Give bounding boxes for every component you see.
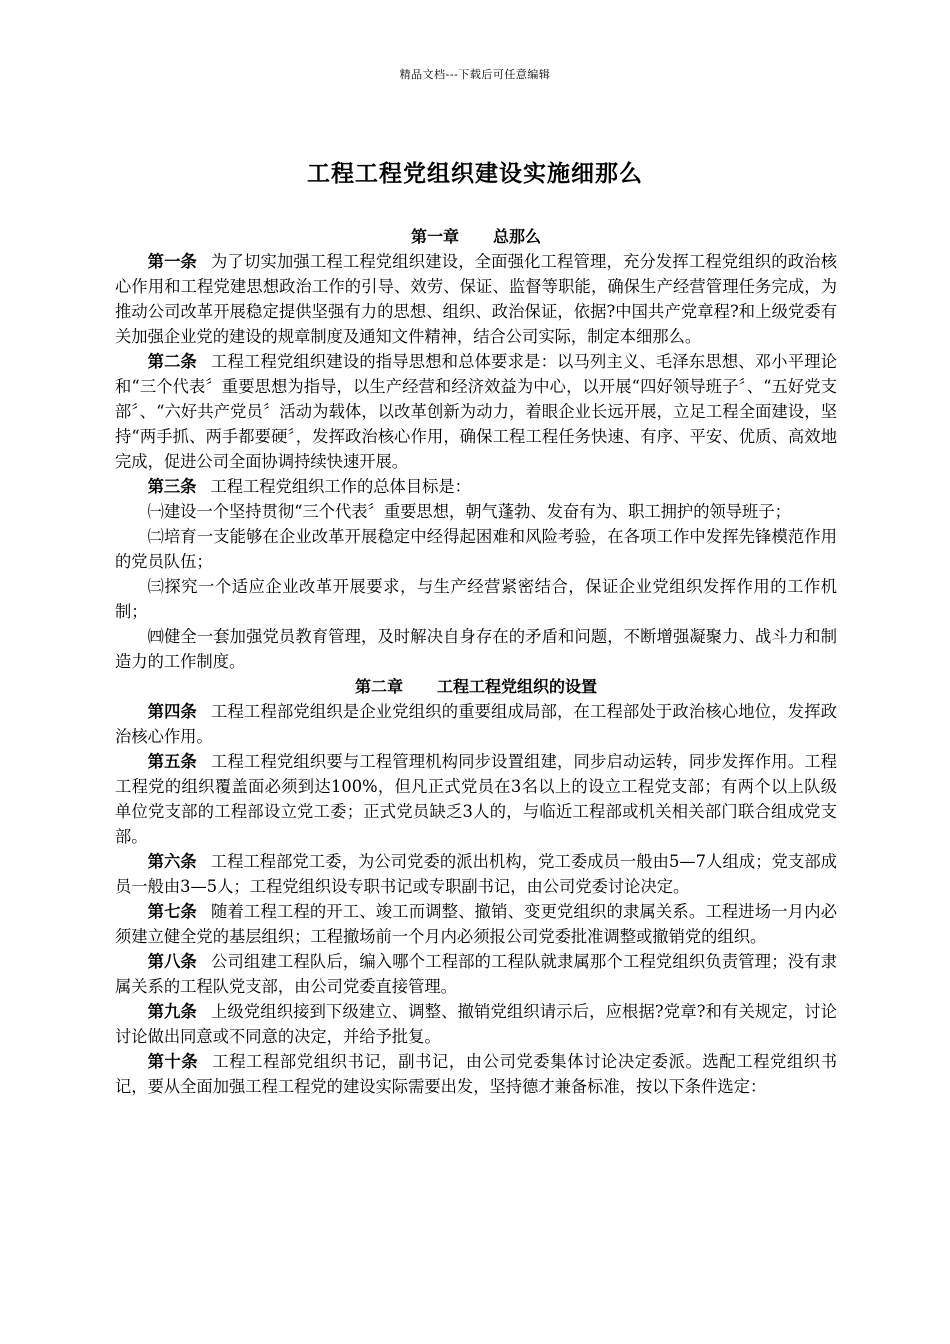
article-1 [115, 249, 837, 349]
goal-item-4: ㈣健全一套加强党员教育管理，及时解决自身存在的矛盾和问题，不断增强凝聚力、战斗力和制造力的工作制度。 [115, 627, 837, 671]
article-2 [115, 349, 837, 474]
goal-item-3: ㈢探究一个适应企业改革开展要求，与生产经营紧密结合，保证企业党组织发挥作用的工作机制； [115, 577, 837, 621]
article-text: 工程工程党组织要与工程管理机构同步设置组建，同步启动运转，同步发挥作用。工程工程党的组织覆盖面必须到达100%，但凡正式党员在3名以上的设立工程党支部；有两个以上队级单位党支部的工程部设立党工委；正式党员缺乏3人的，与临近工程部或机关相关部门联合组成党支部。 [115, 752, 837, 846]
article-text: 公司组建工程队后，编入哪个工程部的工程队就隶属那个工程党组织负责管理；没有隶属关系的工程队党支部，由公司党委直接管理。 [115, 952, 837, 996]
article-text: 工程工程党组织建设的指导思想和总体要求是：以马列主义、毛泽东思想、邓小平理论和“三个代表〞重要思想为指导，以生产经营和经济效益为中心，以开展“四好领导班子〞、“五好党支部〞、“六好共产党员〞活动为载体，以改革创新为动力，着眼企业长远开展，立足工程全面建设，坚持“两手抓、两手都要硬〞，发挥政治核心作用，确保工程工程任务快速、有序、平安、优质、高效地完成，促进公司全面协调持续快速开展。 [115, 352, 837, 471]
article-label: 第六条 [147, 852, 197, 871]
document-title: 工程工程党组织建设实施细那么 [307, 161, 643, 187]
article-8 [115, 949, 837, 999]
article-text: 工程工程部党工委，为公司党委的派出机构，党工委成员一般由5—7人组成；党支部成员一般由3—5人；工程党组织设专职书记或专职副书记，由公司党委讨论决定。 [115, 852, 837, 896]
chapter-label: 第二章 [354, 677, 403, 696]
article-text: 工程工程部党组织书记，副书记，由公司党委集体讨论决定委派。选配工程党组织书记，要从全面加强工程工程党的建设实际需要出发，坚持德才兼备标准，按以下条件选定： [115, 1052, 837, 1096]
article-label: 第八条 [147, 952, 198, 971]
article-label: 第五条 [147, 752, 198, 771]
page-header: 精品文档---下载后可任意编辑 [399, 68, 551, 81]
article-text: 工程工程党组织工作的总体目标是： [210, 477, 471, 496]
article-6 [115, 849, 837, 899]
chapter-label: 第一章 [410, 227, 459, 246]
article-9 [115, 999, 837, 1049]
goal-item-1: ㈠建设一个坚持贯彻“三个代表〞重要思想，朝气蓬勃、发奋有为、职工拥护的领导班子； [147, 502, 791, 521]
article-4 [115, 699, 837, 749]
article-label: 第九条 [147, 1002, 197, 1021]
chapter-heading-2 [115, 674, 837, 699]
document-body [115, 224, 837, 1099]
article-10 [115, 1049, 837, 1099]
article-label: 第一条 [147, 252, 198, 271]
chapter-heading-1 [115, 224, 837, 249]
chapter-name: 工程工程党组织的设置 [437, 677, 598, 696]
article-label: 第二条 [147, 352, 198, 371]
goal-item-2: ㈡培育一支能够在企业改革开展稳定中经得起困难和风险考验，在各项工作中发挥先锋模范作用的党员队伍； [115, 527, 837, 571]
article-text: 工程工程部党组织是企业党组织的重要组成局部，在工程部处于政治核心地位，发挥政治核心作用。 [115, 702, 837, 746]
article-5 [115, 749, 837, 849]
article-text: 为了切实加强工程工程党组织建设，全面强化工程管理，充分发挥工程党组织的政治核心作用和工程党建思想政治工作的引导、效劳、保证、监督等职能，确保生产经营管理任务完成，为推动公司改革开展稳定提供坚强有力的思想、组织、政治保证，依据?中国共产党章程?和上级党委有关加强企业党的建设的规章制度及通知文件精神，结合公司实际，制定本细那么。 [115, 252, 837, 346]
article-label: 第三条 [147, 477, 197, 496]
article-label: 第四条 [147, 702, 198, 721]
article-text: 上级党组织接到下级建立、调整、撤销党组织请示后，应根据?党章?和有关规定，讨论讨论做出同意或不同意的决定，并给予批复。 [115, 1002, 837, 1046]
article-text: 随着工程工程的开工、竣工而调整、撤销、变更党组织的隶属关系。工程进场一月内必须建立健全党的基层组织；工程撤场前一个月内必须报公司党委批准调整或撤销党的组织。 [115, 902, 837, 946]
article-7 [115, 899, 837, 949]
article-label: 第七条 [147, 902, 198, 921]
chapter-name: 总那么 [493, 227, 542, 246]
article-label: 第十条 [147, 1052, 199, 1071]
article-3 [115, 474, 837, 499]
